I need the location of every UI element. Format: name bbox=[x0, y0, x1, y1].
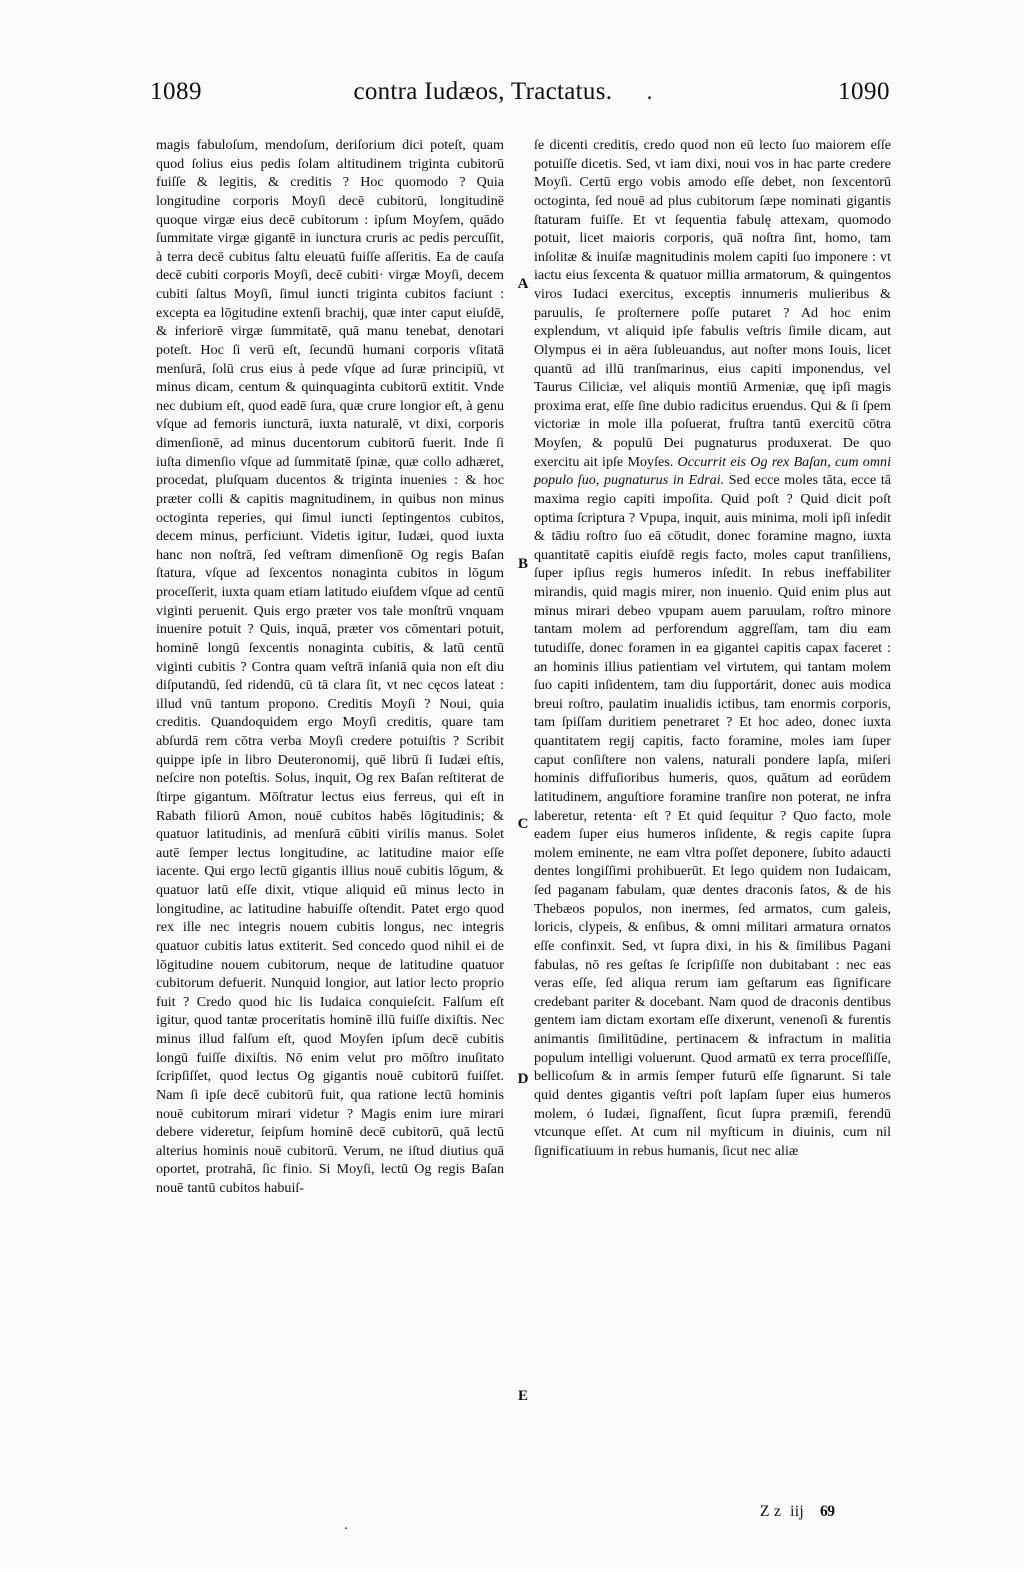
column-left bbox=[156, 136, 504, 1198]
folio-number-right: 1090 bbox=[838, 78, 890, 105]
marginal-letter-c: C bbox=[517, 816, 529, 832]
marginal-letter-a: A bbox=[517, 276, 529, 292]
centered-dot-mark: . bbox=[344, 1517, 348, 1533]
marginal-letter-e: E bbox=[517, 1388, 528, 1404]
signature-letters: Z z bbox=[760, 1503, 782, 1520]
page-title: contra Iudæos, Tractatus. bbox=[353, 78, 613, 105]
right-column-text bbox=[534, 136, 891, 1160]
marginal-letter-b: B bbox=[517, 556, 528, 572]
head-dot-mark: . bbox=[646, 78, 653, 105]
right-text-part-1: ſe dicenti creditis, credo quod non eū lecto ſuo maiorem eſſe potuiſſe dicetis. Sed, vt iam dixi, noui vos in hac parte credere Moyſi. Certū ergo vobis amodo eſſe debet, non ſexcentorū octoginta, ſed nouē ad plus cubitorum ſæpe nominati gigantis ſtaturam fuiſſe. Et vt ſequentia fabulę attexam, quomodo potuit, licet maioris corporis, quā noſtra ſint, homo, tam inſolitæ & inuiſæ magnitudinis molem capiti ſuo imponere : vt iactu eius ſexcenta & quatuor millia armatorum, & quingentos viros Iudaci exercitus, exceptis innumeris mulieribus & paruulis, ſe proſternere poſſe putaret ? Ad hoc enim explendum, vt aliquid ipſe fabulis veſtris ſimile dicam, aut Olympus ei in aëra ſubleuandus, aut noſter mons Iouis, licet quantū ad illū tranſmarinus, eius capiti imponendus, vel Taurus Ciliciæ, vel aliquis montiū Armeniæ, quę ipſi magis proxima erat, eſſe ſine dubio radicitus eruendus. Qui & ſi ſpem victoriæ in mole illa poſuerat, fruſtra tantū exercitū cōtra Moyſen, & populū Dei pugnaturus produxerat. De quo exercitu ait ipſe Moyſes. bbox=[534, 137, 891, 470]
column-right bbox=[534, 136, 891, 1160]
running-head bbox=[150, 78, 890, 118]
scripture-quote: Occurrit eis Og rex Baſan, cum omni populo ſuo, pugnaturus in Edrai. bbox=[534, 453, 891, 489]
marginal-letter-d: D bbox=[517, 1071, 529, 1087]
right-text-part-2: Sed ecce moles tāta, ecce tā maxima regio capiti impoſita. Quid poſt ? Quid dicit poſt optima ſcriptura ? Vpupa, inquit, auis minima, moli ipſi inſedit & tādiu roſtro ſuo eā cōtudit, donec foramine magno, iuxta quantitatē capitis eiuſdē regis facto, moles caput tranſiliens, ſuper ipſius regis humeros inſedit. In rebus ineffabiliter mirandis, quid magis mirer, non inuenio. Quid enim plus aut minus mirari debeo vpupam auem paruulam, roſtro minore tantam molem ad perforendum aggreſſam, tam diu eam tutudiſſe, donec foramen in ea gigantei capitis capax faceret : an hominis illius patientiam vel virtutem, qui tantam molem ſuo capiti inſidentem, tam diu ſupportárit, donec auis modica breui roſtro, paulatim inualidis ictibus, tam enormis corporis, tam ſpiſſam duritiem penetraret ? Et hoc adeo, donec iuxta quantitatem regij capitis, facto foramine, moles iam ſuper caput conſiſtere non valens, naturali pondere lapſa, miſeri hominis diffuſioribus humeris, quos, quātum ad eorūdem latitudinem, anguſtiore foramine tranſire non poterat, ne infra laberetur, retenta· eſt ? Et quid ſequitur ? Quo facto, mole eadem ſuper eius humeros inſidente, & regis capite ſupra molem eminente, ne eam vltra poſſet deponere, ſubito adaucti dentes longiſſimi prohibuerūt. Et lego quidem non Iudaicam, ſed paganam fabulam, quæ dentes draconis ſatos, & de his Thebæos populos, non inermes, ſed armatos, cum galeis, loricis, clypeis, & enſibus, & omni militari armatura ornatos eſſe confinxit. Sed, vt ſupra dixi, in his & ſimilibus Pagani fabulas, nō res geſtas ſe ſcripſiſſe non dubitabant : nec eas veras eſſe, ſed aliqua rerum iam geſtarum eas ſignificare credebant pariter & docebant. Nam quod de draconis dentibus gentem iam dictam exortam eſſe dixerunt, venenoſi & furentis animantis ſimilitūdine, pertinacem & infractum in malitia populum intelligi voluerunt. Quod armatū ex terra proceſſiſſe, bellicoſum & in armis ſemper futurū eſſe ſignarunt. Si tale quid dentes gigantis veſtri poſt lapſam ſuper eius humeros molem, ó Iudæi, ſignaſſent, ſicut ſupra præmiſi, ferendū vtcunque eſſet. At cum nil myſticum in diuinis, cum nil ſignificatiuum in rebus humanis, ſicut nec aliæ bbox=[534, 472, 891, 1159]
folio-number-left: 1089 bbox=[150, 78, 202, 105]
signature-page-number: 69 bbox=[819, 1503, 835, 1520]
running-head-center bbox=[353, 78, 686, 106]
signature-subscript: iij bbox=[790, 1503, 804, 1520]
signature-mark bbox=[760, 1503, 834, 1521]
left-column-text: magis fabuloſum, mendoſum, deriſorium dici poteſt, quam quod ſolius eius pedis ſolam altitudinem triginta cubitorū fuiſſe & legitis, & creditis ? Hoc quomodo ? Quia longitudine corporis Moyſi decē cubitorū, longitudinē quoque virgæ eius decē cubitorum : ipſum Moyſem, quādo ſummitate virgæ gigantē in iunctura cruris ac pedis percuſſit, à terra decē cubitus ſaltu eleuatū fuiſſe aſſeritis. Ea de cauſa decē cubiti corporis Moyſi, decē cubiti· virgæ Moyſi, decem cubiti ſaltus Moyſi, ſimul iuncti triginta cubitos faciunt : excepta ea lōgitudine extenſi brachij, quæ inter caput eiuſdē, & inferiorē virgæ ſummitatē, quā manu tenebat, denotari poteſt. Hoc ſi verū eſt, ſecundū humani corporis vſitatā menſurā, ſolū crus eius à pede vſque ad ſuræ principiū, vt minus dicam, centum & quinquaginta cubitorū extitit. Vnde nec dubium eſt, quod eadē ſura, quæ crure longior eſt, à genu vſque ad femoris iuncturā, iuxta naturalē, vt dixi, corporis dimenſionē, ad minus ducentorum cubitorū fuerit. Inde ſi iuſta dimenſio vſque ad ſummitatē ſpinæ, quæ collo adhæret, procedat, pluſquam ducentos & triginta inuenies : & hoc præter colli & capitis magnitudinem, in quibus non minus octoginta reperies, qui ſimul iuncti ſeptingentos cubitos, decem minus, perficiunt. Videtis igitur, Iudæi, quod iuxta hanc non noſtrā, ſed veſtram dimenſionē Og regis Baſan ſtatura, vſque ad ſexcentos nonaginta cubitos in lōgum proceſſerit, iuxta quam etiam latitudo eiuſdem vſque ad centū viginti peruenit. Quis ergo præter vos tale monſtrū vnquam inuenire potuit ? Quis, inquā, præter vos cōmentari potuit, hominē longū ſexcentis nonaginta cubitis, & latū centū viginti cubitis ? Contra quam veſtrā inſaniā quia non eſt diu diſputandū, ſed ridendū, cū tā clara ſit, vt nec cęcos lateat : illud vnū tantum propono. Creditis Moyſi ? Noui, quia creditis. Quandoquidem ergo Moyſi creditis, quare tam abſurdā rem cōtra verba Moyſi credere potuiſtis ? Scribit quippe ipſe in libro Deuteronomij, quē librū ſi Iudæi eſtis, neſcire non poteſtis. Solus, inquit, Og rex Baſan reſtiterat de ſtirpe gigantum. Mōſtratur lectus eius ferreus, qui eſt in Rabath filiorū Amon, nouē cubitos habēs lōgitudinis; & quatuor latitudinis, ad menſurā cūbiti virilis manus. Solet autē ſemper lectus longitudine, ac latitudine maior eſſe iacente. Qui ergo lectū gigantis illius nouē cubitis lōgum, & quatuor latū eſſe dixit, vtique aliquid eū minus lecto in longitudine, ac latitudine habuiſſe oſtendit. Patet ergo quod rex ille nec integris nouem cubitis longus, nec integris quatuor cubitis latus extiterit. Sed concedo quod nihil ei de lōgitudine nouem cubitorum, neque de latitudine quatuor cubitorum defuerit. Nunquid longior, aut latior lecto proprio fuit ? Credo quod hic lis Iudaica conquieſcit. Falſum eſt igitur, quod tantæ proceritatis hominē illū fuiſſe dixiſtis. Nec minus illud falſum eſt, quod Moyſen ipſum decē cubitis longū fuiſſe dixiſtis. Nō enim velut pro mōſtro inuſitato ſcripſiſſet, quod lectus Og gigantis nouē cubitorū fuiſſet. Nam ſi ipſe decē cubitorū fuit, qua ratione lectū hominis nouē cubitorum mirari videtur ? Magis enim iure mirari debere videretur, ſeipſum hominē decē cubitorū, quā lectū alterius hominis nouē cubitorū. Verum, ne iſtud diutius quā oportet, protrahā, ſic finio. Si Moyſi, lectū Og regis Baſan nouē tantū cubitos habuiſ- bbox=[156, 137, 504, 1196]
